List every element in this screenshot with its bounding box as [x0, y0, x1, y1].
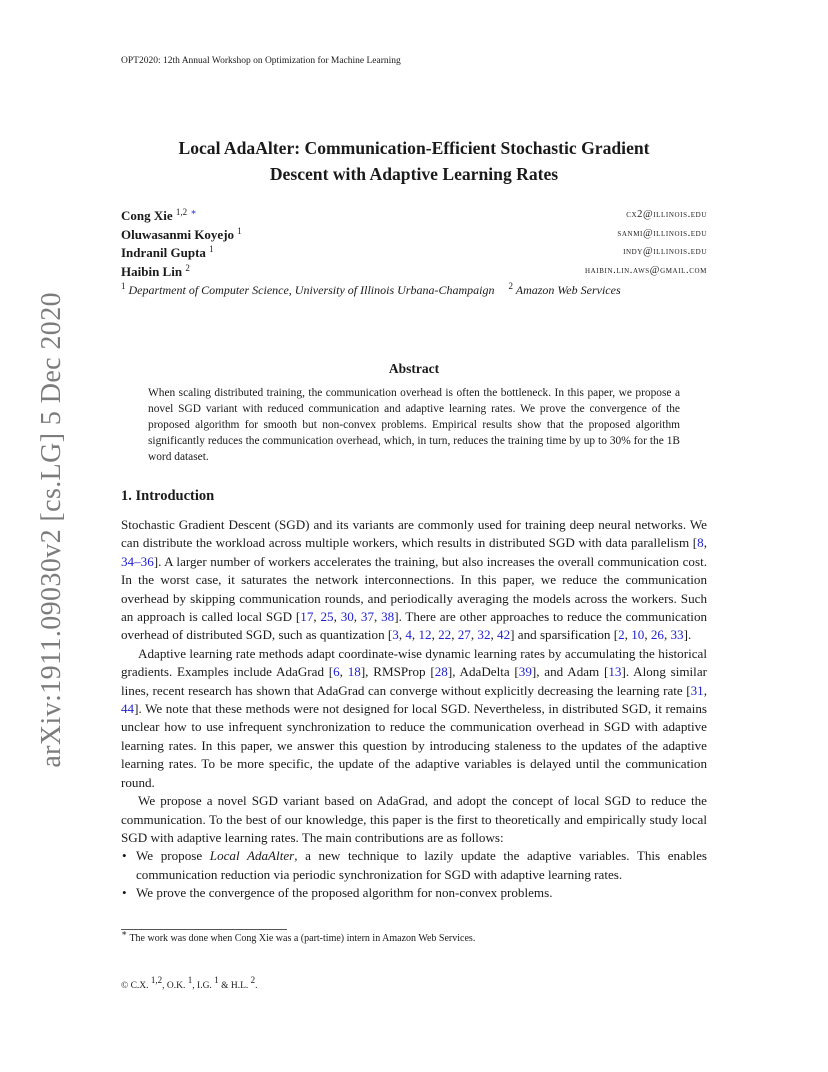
text: Adaptive learning rate methods adapt coordinate-wise dynamic learning rates by accumulating the historical gradients. Examples include AdaGrad [	[121, 645, 707, 680]
text: ]. There are other approaches to reduce the communication overhead of distributed SGD, such as quantization [	[121, 609, 708, 643]
citation-link[interactable]: 10	[631, 627, 645, 643]
text: & H.L.	[221, 981, 249, 991]
text: ].	[683, 627, 692, 643]
list-item	[136, 847, 707, 884]
citation-link[interactable]: 26	[650, 627, 664, 643]
text: ] and sparsification [	[510, 627, 619, 643]
footnote-divider	[121, 929, 287, 930]
text: ]. Along similar lines, recent research has shown that AdaGrad can converge without explicitly decreasing the learning rate [	[121, 664, 707, 698]
author-email: sanmi@illinois.edu	[617, 228, 707, 239]
author-name-text: Indranil Gupta	[121, 245, 206, 260]
citation-link[interactable]: 13	[608, 664, 622, 680]
running-header: OPT2020: 12th Annual Workshop on Optimization for Machine Learning	[121, 56, 401, 66]
text: ], RMSProp [	[360, 664, 435, 680]
citation-link[interactable]: 42	[497, 627, 511, 643]
citation-link[interactable]: 6	[333, 664, 340, 680]
text: ], and Adam [	[531, 664, 609, 680]
text: ]. A larger number of workers accelerates the training, but also increases the overall communication cost. In the worst case, it saturates the network interconnections. In this paper, we reduce the communication overhead by skipping communication rounds, and periodically averaging the models across the workers. Such an approach is called local SGD [	[121, 553, 707, 625]
author-affil-sup: 1,2	[175, 207, 188, 217]
paragraph: Adaptive learning rate methods adapt coordinate-wise dynamic learning rates by accumulating the historical gradients. Examples include AdaGrad [6, 18], RMSProp [28], AdaDelta [39], and Adam [13]. Along similar lines, recent research has shown that AdaGrad can converge without explicitly decreasing the learning rate [31, 44]. We note that these methods were not designed for local SGD. Nevertheless, in distributed SGD, it remains unclear how to use infrequent synchronization to reduce the communication overhead in SGD with adaptive learning rates. In this paper, we answer this question by introducing staleness to the updates of the adaptive learning rates. To be more specific, the update of the adaptive variables is delayed until the communication round.	[121, 645, 707, 790]
affiliation-2: Amazon Web Services	[515, 283, 621, 297]
author-name-text: Haibin Lin	[121, 264, 183, 279]
method-name: Local AdaAlter	[209, 848, 295, 864]
author-name	[121, 245, 214, 261]
citation-link[interactable]: 34–36	[121, 553, 154, 569]
citation-link[interactable]: 4	[405, 627, 412, 643]
citation-link[interactable]: 3	[392, 627, 399, 643]
citation-link[interactable]: 30	[340, 609, 354, 625]
affil-sup: 1,2	[150, 975, 163, 985]
text: .	[255, 981, 258, 991]
author-name-text: Cong Xie	[121, 208, 173, 223]
footnote	[121, 928, 476, 944]
citation-link[interactable]: 25	[320, 609, 334, 625]
citation-link[interactable]: 33	[670, 627, 684, 643]
author-affil-sup: 1	[209, 244, 214, 254]
citation-link[interactable]: 37	[360, 609, 374, 625]
footnote-text: The work was done when Cong Xie was a (part-time) intern in Amazon Web Services.	[129, 933, 476, 944]
footnote-mark: ∗	[121, 928, 128, 938]
affil-sup: 2	[508, 281, 513, 291]
footnote-star-link[interactable]: ∗	[190, 207, 197, 217]
affil-sup: 2	[250, 975, 256, 985]
citation-link[interactable]: 22	[438, 627, 452, 643]
citation-link[interactable]: 44	[121, 701, 135, 717]
text: , I.G.	[192, 981, 212, 991]
paragraph: We propose a novel SGD variant based on AdaGrad, and adopt the concept of local SGD to reduce the communication. To the best of our knowledge, this paper is the first to theoretically and empirically study local SGD with adaptive learning rates. The main contributions are as follows:	[121, 793, 707, 845]
author-affil-sup: 1	[237, 226, 242, 236]
copyright-line	[121, 975, 258, 991]
author-name-text: Oluwasanmi Koyejo	[121, 227, 235, 242]
text: © C.X.	[121, 981, 149, 991]
citation-link[interactable]: 31	[690, 682, 704, 698]
citation-link[interactable]: 12	[418, 627, 432, 643]
affiliations	[121, 283, 621, 298]
author-name	[121, 227, 242, 243]
author-affil-sup: 2	[185, 263, 190, 273]
author-email: cx2@illinois.edu	[626, 209, 707, 220]
text: , a new technique to lazily update the adaptive variables. This enables communication reduction via periodic synchronization for SGD with adaptive learning rates.	[136, 848, 707, 882]
text: Stochastic Gradient Descent (SGD) and its variants are commonly used for training deep neural networks. We can distribute the workload across multiple workers, which results in distributed SGD with data parallelism [	[121, 517, 707, 551]
citation-link[interactable]: 38	[381, 609, 395, 625]
text: , O.K.	[162, 981, 186, 991]
affil-sup: 1	[121, 281, 126, 291]
list-item: • We prove the convergence of the proposed algorithm for non-convex problems.	[136, 884, 707, 902]
paragraph: Stochastic Gradient Descent (SGD) and its variants are commonly used for training deep neural networks. We can distribute the workload across multiple workers, which results in distributed SGD with data parallelism [8, 34–36]. A larger number of workers accelerates the training, but also increases the overall communication cost. In the worst case, it saturates the network interconnections. In this paper, we reduce the communication overhead by skipping communication rounds, and periodically averaging the models across the workers. Such an approach is called local SGD [17, 25, 30, 37, 38]. There are other approaches to reduce the communication overhead of distributed SGD, such as quantization [3, 4, 12, 22, 27, 32, 42] and sparsification [2, 10, 26, 33].	[121, 517, 708, 643]
affiliation-1: Department of Computer Science, University of Illinois Urbana-Champaign	[128, 283, 495, 297]
citation-link[interactable]: 27	[457, 627, 471, 643]
citation-link[interactable]: 2	[618, 627, 625, 643]
arxiv-identifier[interactable]: arXiv:1911.09030v2 [cs.LG] 5 Dec 2020	[36, 292, 67, 768]
author-email: haibin.lin.aws@gmail.com	[585, 265, 707, 276]
citation-link[interactable]: 32	[477, 627, 491, 643]
abstract-text: When scaling distributed training, the communication overhead is often the bottleneck. In this paper, we propose a novel SGD variant with reduced communication and adaptive learning rates. We prove the convergence of the proposed algorithm for smooth but non-convex problems. Empirical results show that the proposed algorithm significantly reduces the communication overhead, which, in turn, reduces the training time by up to 30% for the 1B word dataset.	[148, 387, 680, 464]
body-text	[121, 516, 707, 903]
contributions-list	[121, 847, 707, 902]
citation-link[interactable]: 28	[434, 664, 448, 680]
author-name	[121, 208, 197, 224]
affil-sup: 1	[214, 975, 219, 985]
text: ]. We note that these methods were not designed for local SGD. Nevertheless, in distributed SGD, it remains unclear how to use infrequent synchronization to reduce the communication overhead in SGD with adaptive learning rates. In this paper, we answer this question by introducing staleness to the updates of the adaptive learning rates. To be more specific, the update of the adaptive variables is delayed until the communication round.	[121, 701, 707, 790]
text: ], AdaDelta [	[447, 664, 519, 680]
citation-link[interactable]: 17	[300, 609, 314, 625]
author-email: indy@illinois.edu	[623, 246, 707, 257]
citation-link[interactable]: 8	[697, 535, 704, 551]
abstract-heading: Abstract	[388, 361, 440, 376]
paper-title	[121, 135, 707, 187]
affil-sup: 1	[187, 975, 193, 985]
title-line-1: Local AdaAlter: Communication-Efficient Stochastic Gradient	[178, 138, 650, 158]
section-heading: 1. Introduction	[121, 488, 215, 504]
title-line-2: Descent with Adaptive Learning Rates	[269, 164, 559, 184]
citation-link[interactable]: 18	[347, 664, 361, 680]
citation-link[interactable]: 39	[518, 664, 532, 680]
author-name	[121, 264, 190, 280]
text: We propose	[136, 848, 210, 864]
